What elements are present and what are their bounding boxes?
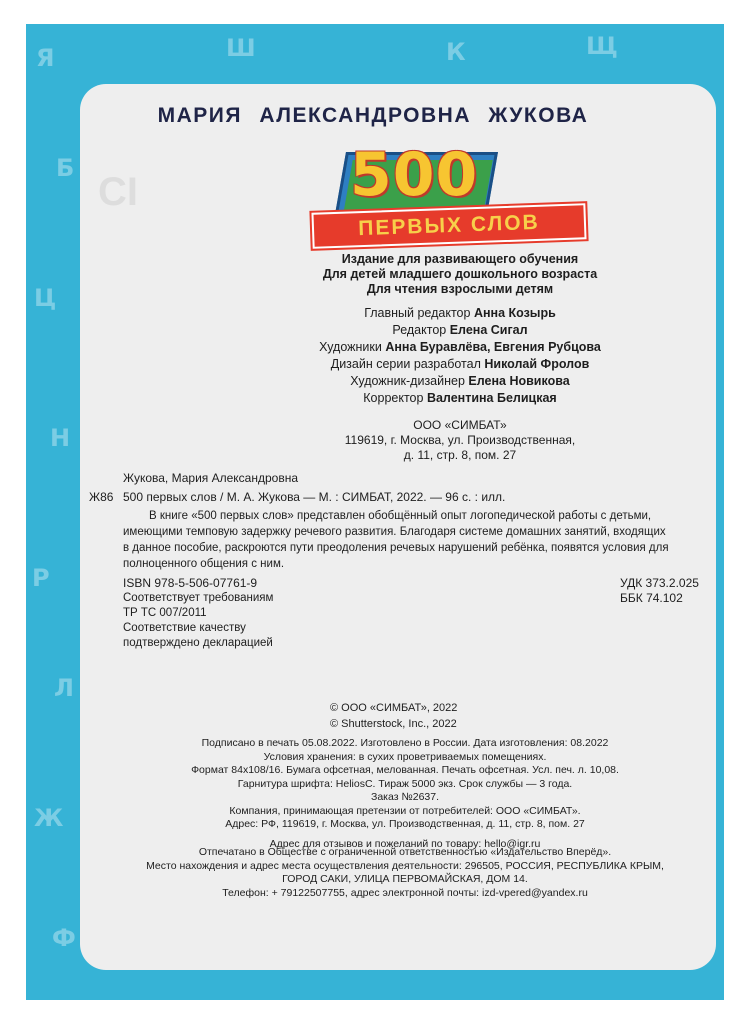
print-line: Условия хранения: в сухих проветриваемых помещениях. — [263, 750, 547, 763]
logo-number: 500 — [350, 140, 479, 210]
author-name: МАРИЯ АЛЕКСАНДРОВНА ЖУКОВА — [157, 104, 589, 127]
publisher-address — [200, 418, 720, 463]
annotation-line: имеющими темповую задержку речевого развития. Благодаря системе домашних занятий, входящих — [123, 526, 666, 538]
print-line: Адрес: РФ, 119619, г. Москва, ул. Производственная, д. 11, стр. 8, пом. 27 — [225, 818, 585, 830]
decorative-letter: Ш — [226, 34, 256, 62]
biblio-title: 500 первых слов / М. А. Жукова — М. : СИМБАТ, 2022. — 96 с. : илл. — [123, 490, 506, 504]
credit-role: Корректор — [363, 391, 427, 405]
watermark-shape: CI — [98, 170, 138, 214]
decorative-letter: Р — [32, 564, 50, 592]
copyright-line: © Shutterstock, Inc., 2022 — [330, 718, 457, 730]
credit-line — [200, 339, 720, 356]
edition-line: Для чтения взрослыми детям — [366, 282, 554, 296]
edition-line: Издание для развивающего обучения — [341, 252, 579, 266]
biblio-annotation — [123, 508, 703, 572]
credits — [200, 305, 720, 407]
printer-info — [130, 846, 680, 900]
credit-line — [200, 390, 720, 407]
annotation-line: В книге «500 первых слов» представлен обобщённый опыт логопедической работы с детьми, — [149, 510, 652, 522]
decorative-letter: К — [446, 38, 466, 66]
credit-name: Елена Сигал — [449, 323, 528, 337]
copyright — [330, 700, 457, 732]
decorative-letter: Ж — [34, 804, 64, 832]
decorative-letter: Н — [50, 424, 71, 452]
credit-role: Художники — [319, 340, 386, 354]
decorative-letter: Б — [56, 154, 75, 182]
decorative-letter: Ц — [34, 284, 57, 312]
biblio-author: Жукова, Мария Александровна — [123, 471, 298, 485]
credit-line — [200, 322, 720, 339]
credit-role: Художник-дизайнер — [350, 374, 469, 388]
edition-info — [200, 252, 720, 297]
annotation-line: в данное пособие, раскроются пути преодоления речевых нарушений ребёнка, появятся условия для — [123, 542, 669, 554]
isbn-block — [123, 576, 273, 651]
publisher-line: д. 11, стр. 8, пом. 27 — [403, 448, 517, 462]
printer-line: Отпечатано в Обществе с ограниченной ответственностью «Издательство Вперёд». — [198, 846, 612, 858]
decorative-letter: Л — [54, 674, 74, 702]
decorative-letter: Щ — [586, 32, 618, 60]
printer-line: Телефон: + 79122507755, адрес электронной почты: izd-vpered@yandex.ru — [222, 886, 588, 899]
printer-line: Место нахождения и адрес места осуществления деятельности: 296505, РОССИЯ, РЕСПУБЛИКА КРЫМ, — [146, 859, 664, 872]
credit-line — [200, 356, 720, 373]
copyright-line: © ООО «СИМБАТ», 2022 — [330, 702, 458, 714]
print-line: Гарнитура шрифта: HeliosC. Тираж 5000 экз. Срок службы — 3 года. — [237, 777, 573, 790]
classification — [620, 576, 699, 606]
publisher-line: ООО «СИМБАТ» — [413, 418, 507, 432]
udk-code: УДК 373.2.025 — [620, 576, 699, 590]
credit-name: Елена Новикова — [468, 374, 570, 388]
credit-role: Редактор — [392, 323, 450, 337]
printer-line: ГОРОД САКИ, УЛИЦА ПЕРВОМАЙСКАЯ, ДОМ 14. — [282, 873, 528, 885]
book-logo — [312, 140, 582, 244]
decorative-letter: Ф — [52, 924, 76, 952]
isbn-line: подтверждено декларацией — [123, 637, 273, 649]
credit-name: Анна Буравлёва, Евгения Рубцова — [385, 340, 601, 354]
print-line: Формат 84x108/16. Бумага офсетная, мелованная. Печать офсетная. Усл. печ. л. 10,08. — [191, 764, 619, 776]
print-line: Заказ №2637. — [371, 791, 439, 803]
bbk-code: ББК 74.102 — [620, 591, 683, 605]
isbn: ISBN 978-5-506-07761-9 — [123, 576, 258, 590]
credit-name: Анна Козырь — [473, 306, 556, 320]
isbn-line: Соответствует требованиям — [123, 592, 274, 604]
credit-role: Главный редактор — [364, 306, 474, 320]
publisher-line: 119619, г. Москва, ул. Производственная, — [344, 433, 576, 447]
credit-line — [200, 373, 720, 390]
credit-line — [200, 305, 720, 322]
credit-role: Дизайн серии разработал — [330, 357, 485, 371]
biblio-code: Ж86 — [89, 490, 114, 504]
annotation-line: полноценного общения с ним. — [123, 558, 285, 570]
print-line: Адрес для отзывов и пожеланий по товару: hello@igr.ru — [269, 837, 541, 850]
credit-name: Валентина Белицкая — [426, 391, 557, 405]
print-line: Подписано в печать 05.08.2022. Изготовлено в России. Дата изготовления: 08.2022 — [201, 737, 609, 749]
credit-name: Николай Фролов — [484, 357, 590, 371]
isbn-line: Соответствие качеству — [123, 622, 246, 634]
isbn-line: ТР ТС 007/2011 — [123, 607, 207, 619]
decorative-letter: Я — [36, 44, 55, 72]
edition-line: Для детей младшего дошкольного возраста — [322, 267, 598, 281]
print-line: Компания, принимающая претензии от потребителей: ООО «СИМБАТ». — [229, 804, 581, 817]
print-info — [180, 737, 630, 851]
logo-ribbon: ПЕРВЫХ СЛОВ — [311, 203, 586, 249]
